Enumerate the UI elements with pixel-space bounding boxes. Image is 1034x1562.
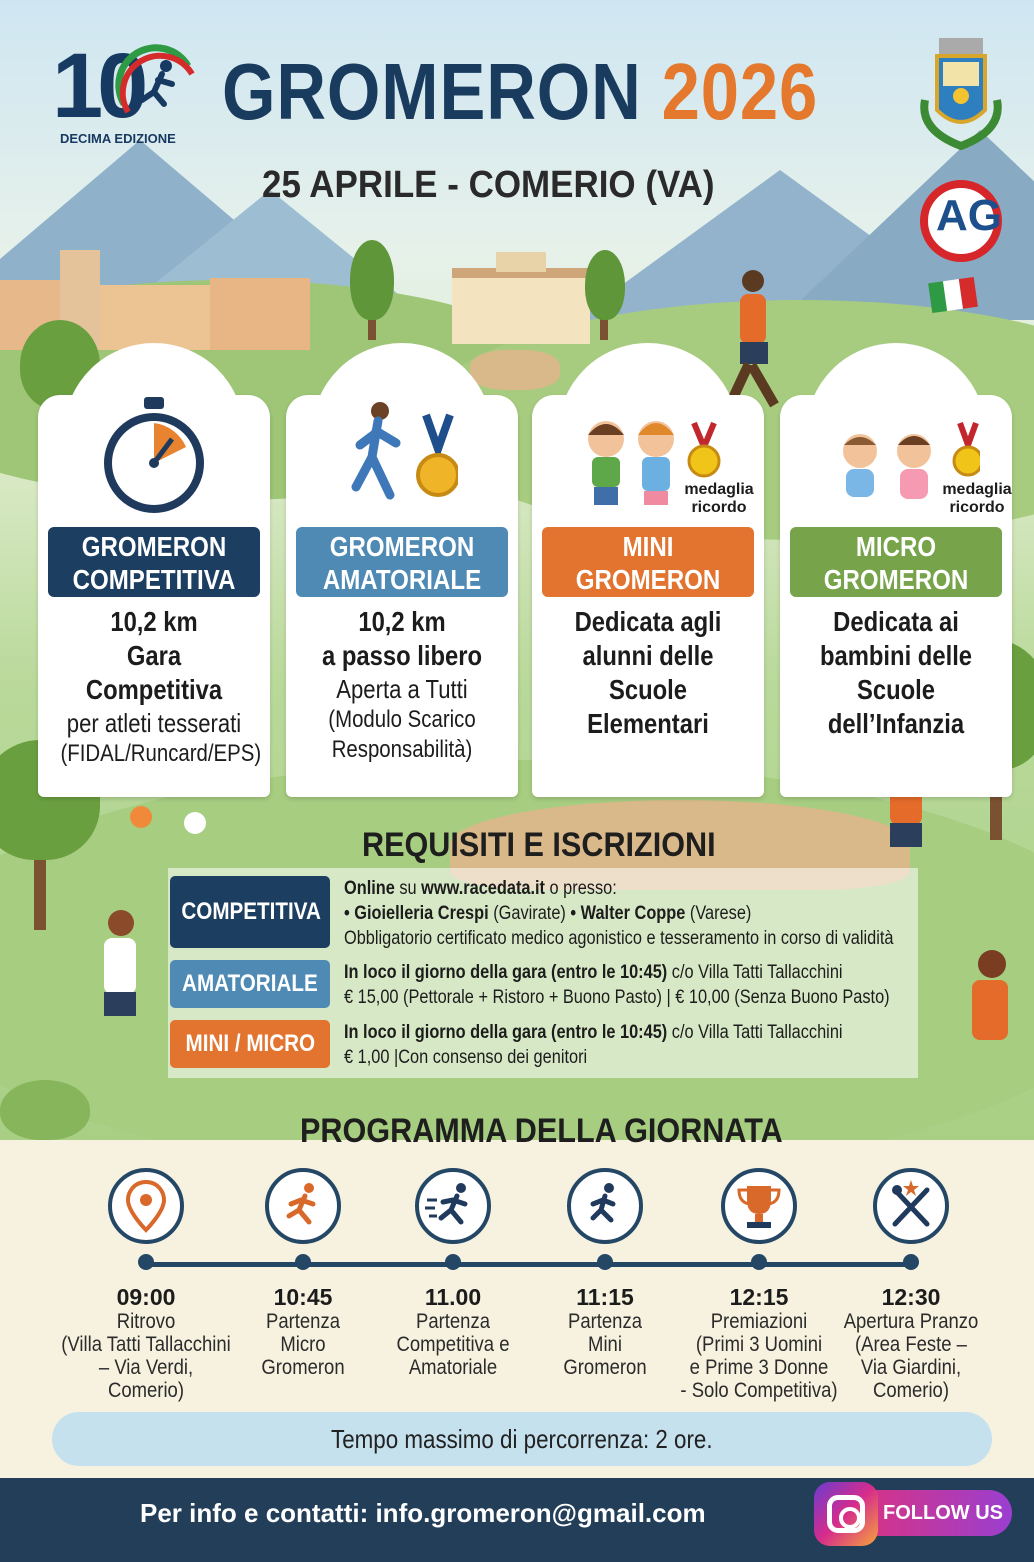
medal-label: medaglia ricordo [684, 481, 754, 516]
page-title [222, 47, 819, 136]
contact-info: Per info e contatti: info.gromeron@gmail.com [140, 1498, 706, 1528]
sponsor-logo [920, 180, 1002, 262]
program-step: 11.00 Partenza Competitiva e Amatoriale [353, 1168, 553, 1379]
instagram-icon[interactable] [814, 1482, 878, 1546]
stopwatch-icon [98, 395, 210, 517]
event-date-place: 25 APRILE - COMERIO (VA) [262, 164, 715, 206]
requirements-competitiva: Online su www.racedata.it o presso: • Gioielleria Crespi (Gavirate) • Walter Coppe (Varese) Obbligatorio certificato medico agonistico e tesseramento in corso di validità [344, 878, 894, 949]
italy-flag [928, 277, 978, 313]
program-title: PROGRAMMA DELLA GIORNATA [300, 1112, 783, 1150]
max-time-note: Tempo massimo di percorrenza: 2 ore. [52, 1412, 992, 1466]
requirements-amatoriale: In loco il giorno della gara (entro le 10:45) c/o Villa Tatti Tallacchini € 15,00 (Pettorale + Ristoro + Buono Pasto) | € 10,00 (Senza Buono Pasto) [344, 962, 890, 1008]
program-step: 12:15 Premiazioni (Primi 3 Uomini e Prime 3 Donne - Solo Competitiva) [659, 1168, 859, 1402]
requirements-title: REQUISITI E ISCRIZIONI [362, 826, 716, 864]
runner-medal-icon [346, 395, 458, 517]
logo-number: 10 [52, 35, 143, 137]
card-amatoriale-title: GROMERON AMATORIALE [296, 527, 508, 597]
trophy-icon [725, 1172, 793, 1240]
tag-competitiva: COMPETITIVA [170, 876, 330, 948]
tag-amatoriale: AMATORIALE [170, 960, 330, 1008]
runner-logo-icon [114, 44, 198, 128]
sponsor-logo-letters: AG [936, 191, 1002, 240]
program-step: 11:15 Partenza Mini Gromeron [505, 1168, 705, 1379]
card-mini-title: MINI GROMERON [542, 527, 754, 597]
runner-illustration [960, 950, 1020, 1110]
program-step: 09:00 Ritrovo (Villa Tatti Tallacchini – Via Verdi, Comerio) [46, 1168, 246, 1402]
follow-us-button[interactable]: FOLLOW US [874, 1490, 1012, 1536]
villa-illustration [452, 268, 590, 344]
runner-illustration [730, 270, 770, 410]
card-mini: medaglia ricordo MINI GROMERON Dedicata agli alunni delle Scuole Elementari [532, 395, 764, 797]
tag-mini-micro: MINI / MICRO [170, 1020, 330, 1068]
program-step: 12:30 Apertura Pranzo (Area Feste – Via Giardini, Comerio) [811, 1168, 1011, 1402]
title-main: GROMERON [222, 47, 642, 136]
card-micro-title: MICRO GROMERON [790, 527, 1002, 597]
card-competitiva: GROMERON COMPETITIVA 10,2 km Gara Competitiva per atleti tesserati (FIDAL/Runcard/EPS) [38, 395, 270, 797]
card-micro: medaglia ricordo MICRO GROMERON Dedicata ai bambini delle Scuole dell’Infanzia [780, 395, 1012, 797]
child-runner-icon [571, 1172, 639, 1240]
tenth-edition-logo [52, 35, 192, 150]
municipal-crest-icon [915, 30, 1007, 150]
runner-icon [269, 1172, 337, 1240]
medal-label: medaglia ricordo [942, 481, 1012, 516]
logo-subtitle: DECIMA EDIZIONE [60, 131, 176, 146]
requirements-mini-micro: In loco il giorno della gara (entro le 10:45) c/o Villa Tatti Tallacchini € 1,00 |Con consenso dei genitori [344, 1022, 843, 1068]
card-amatoriale: GROMERON AMATORIALE 10,2 km a passo libero Aperta a Tutti (Modulo Scarico Responsabilità) [286, 395, 518, 797]
location-pin-icon [112, 1172, 180, 1240]
runner-illustration [90, 910, 150, 1090]
program-step: 10:45 Partenza Micro Gromeron [203, 1168, 403, 1379]
title-year: 2026 [661, 47, 819, 136]
fast-runner-icon [419, 1172, 487, 1240]
card-competitiva-title: GROMERON COMPETITIVA [48, 527, 260, 597]
cutlery-icon [877, 1172, 945, 1240]
